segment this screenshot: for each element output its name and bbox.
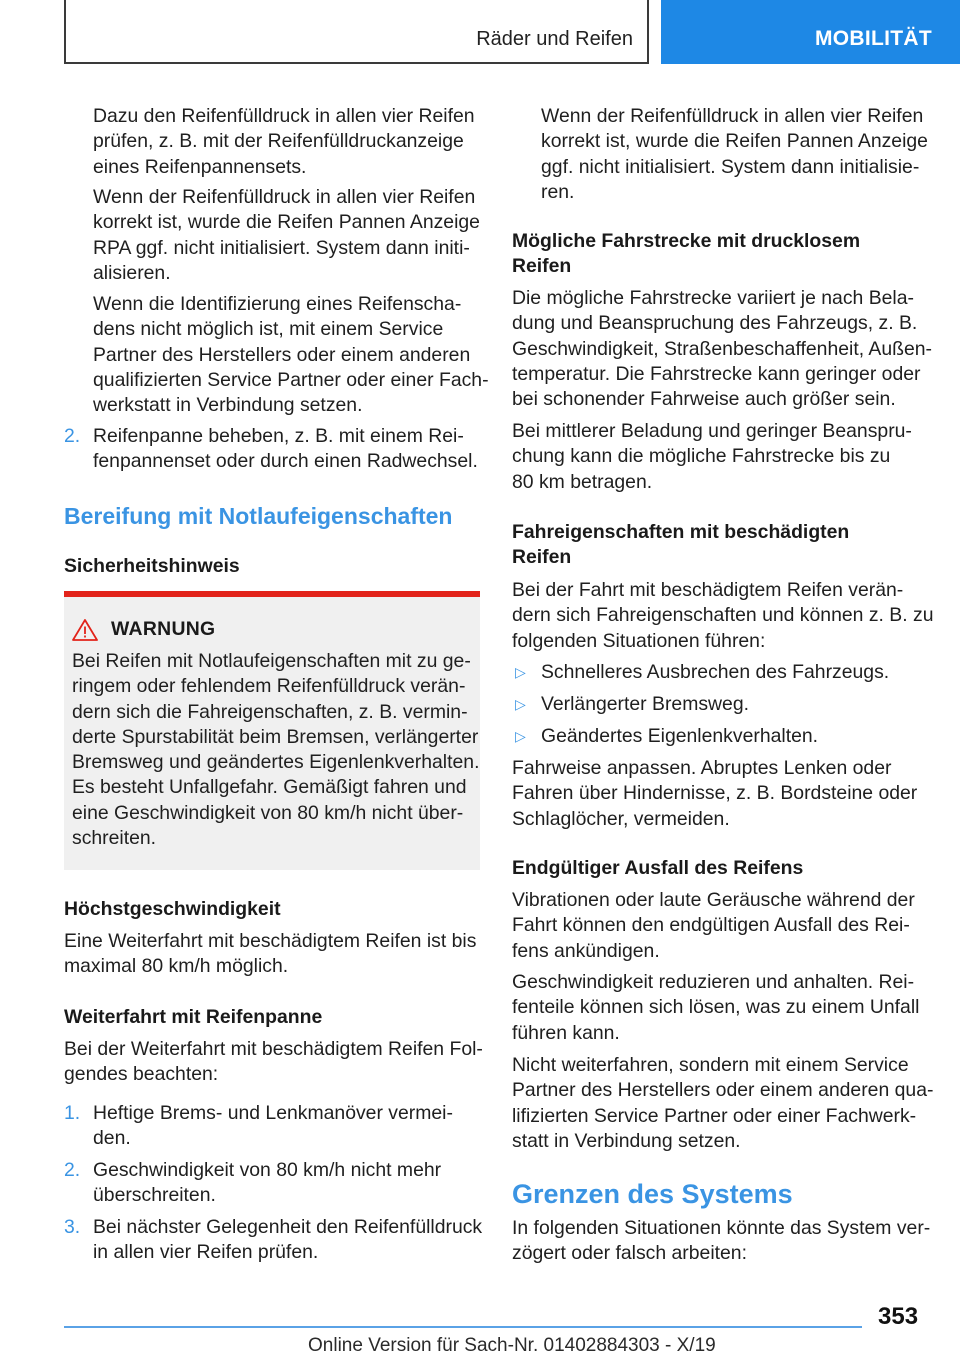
text-line: Eine Weiterfahrt mit beschädigtem Reifen ist bis [64,930,477,952]
text-line: derte Spurstabilität beim Bremsen, verlängerter [72,725,479,748]
step-number: 2. [64,425,81,447]
subheading-safety: Sicherheitshinweis [64,555,240,577]
step-number: 1. [64,1102,81,1124]
distance-text-1 [512,286,932,412]
left-p2 [93,185,480,286]
text-line: ringem oder fehlendem Reifenfülldruck verän‐ [72,675,466,698]
text-line: RPA ggf. nicht initialisiert. System dann initi‐ [93,236,470,259]
failure-text-3 [512,1053,933,1154]
text-line: eines Reifenpannensets. [93,155,307,178]
text-line: chung kann die mögliche Fahrstrecke bis zu [512,445,891,468]
text-line: Fahreigenschaften mit beschädigten [512,521,850,543]
failure-text-1 [512,888,915,964]
text-line: temperatur. Die Fahrstrecke kann geringer oder [512,362,921,385]
text-line: Fahrt können den endgültigen Ausfall des Rei‐ [512,914,910,937]
limits-text [512,1216,930,1267]
text-line: Reifen [512,546,572,569]
text-line: Reifenpanne beheben, z. B. mit einem Rei‐ [93,425,464,447]
distance-text-2 [512,419,912,495]
text-line: fenteile können sich lösen, was zu einem Unfall [512,996,920,1019]
section-title: Räder und Reifen [476,28,633,50]
text-line: Fahrweise anpassen. Abruptes Lenken oder [512,757,892,779]
text-line: folgenden Situationen führen: [512,629,766,652]
text-line: gendes beachten: [64,1063,219,1086]
text-line: Wenn der Reifenfülldruck in allen vier Reifen [541,105,924,127]
text-line: ggf. nicht initialisiert. System dann initialisie‐ [541,155,920,178]
text-line: überschreiten. [93,1184,216,1207]
text-line: dern sich die Fahreigenschaften, z. B. vermin‐ [72,700,468,723]
left-step2 [93,424,478,475]
footer-version-text: Online Version für Sach-Nr. 01402884303 - X/19 [308,1335,716,1356]
step-item [93,1101,453,1152]
text-line: Fahren über Hindernisse, z. B. Bordsteine oder [512,782,918,805]
text-line: werkstatt in Verbindung setzen. [93,394,363,417]
step-item [93,1158,441,1209]
text-line: Bremsweg und geändertes Eigenlenkverhalten. [72,751,480,774]
text-line: korrekt ist, wurde die Reifen Pannen Anzeige [93,211,480,234]
text-line: Bei der Weiterfahrt mit beschädigtem Reifen Fol‐ [64,1038,483,1060]
text-line: schreiten. [72,827,157,850]
text-line: Partner des Herstellers oder einem anderen qua‐ [512,1079,934,1102]
footer-divider [64,1326,862,1328]
text-line: korrekt ist, wurde die Reifen Pannen Anzeige [541,130,928,153]
text-line: In folgenden Situationen könnte das System ver‐ [512,1217,931,1239]
text-line: statt in Verbindung setzen. [512,1129,741,1152]
text-line: dung und Beanspruchung des Fahrzeugs, z. B. [512,312,918,335]
text-line: Mögliche Fahrstrecke mit drucklosem [512,230,861,252]
warning-title: WARNUNG [111,618,216,640]
text-line: Geschwindigkeit reduzieren und anhalten. Rei‐ [512,971,915,993]
subheading-continue: Weiterfahrt mit Reifenpanne [64,1006,323,1028]
left-p1 [93,104,475,180]
heading-limits: Grenzen des Systems [512,1179,793,1209]
text-line: Bei der Fahrt mit beschädigtem Reifen verän‐ [512,579,904,601]
adapt-text [512,756,917,832]
text-line: den. [93,1127,131,1150]
text-line: fenpannenset oder durch einen Radwechsel. [93,450,478,473]
text-line: Partner des Herstellers oder einem anderen [93,343,471,366]
failure-text-2 [512,970,919,1046]
subheading-handling [512,520,849,571]
list-item: Schnelleres Ausbrechen des Fahrzeugs. [541,661,890,683]
text-line: Es besteht Unfallgefahr. Gemäßigt fahren und [72,776,467,799]
warning-text [72,649,479,851]
text-line: eine Geschwindigkeit von 80 km/h nicht über‐ [72,801,464,824]
left-p3 [93,292,489,418]
text-line: Nicht weiterfahren, sondern mit einem Service [512,1054,909,1076]
text-line: fens ankündigen. [512,939,660,962]
text-line: in allen vier Reifen prüfen. [93,1241,319,1264]
heading-runflat: Bereifung mit Notlaufeigenschaften [64,503,453,529]
text-line: dens nicht möglich ist, mit einem Service [93,318,444,341]
right-p1 [541,104,928,205]
text-line: Geschwindigkeit von 80 km/h nicht mehr [93,1159,442,1181]
text-line: Schlaglöcher, vermeiden. [512,807,730,830]
chapter-title: MOBILITÄT [815,27,933,50]
triangle-bullet-icon: ▷ [515,664,526,680]
text-line: maximal 80 km/h möglich. [64,955,289,978]
text-line: Heftige Brems- und Lenkmanöver vermei‐ [93,1102,453,1124]
text-line: Bei Reifen mit Notlaufeigenschaften mit zu ge‐ [72,650,471,672]
subheading-maxspeed: Höchstgeschwindigkeit [64,898,281,920]
text-line: führen kann. [512,1021,620,1044]
maxspeed-text [64,929,476,980]
text-line: Wenn der Reifenfülldruck in allen vier Reifen [93,186,476,208]
text-line: lifizierten Service Partner oder einer Fachwerk‐ [512,1104,917,1127]
text-line: Wenn die Identifizierung eines Reifenscha‐ [93,293,462,315]
subheading-failure: Endgültiger Ausfall des Reifens [512,857,804,879]
text-line: dern sich Fahreigenschaften und können z. B. zu [512,604,934,627]
continue-text [64,1037,483,1088]
warning-triangle-icon [72,619,98,641]
text-line: prüfen, z. B. mit der Reifenfülldruckanzeige [93,130,464,153]
text-line: alisieren. [93,261,171,284]
text-line: qualifizierten Service Partner oder einer Fach‐ [93,368,489,391]
handling-text [512,578,933,654]
header-chapter-tab [661,0,960,64]
text-line: ren. [541,180,575,203]
text-line: Vibrationen oder laute Geräusche während der [512,889,915,911]
text-line: bei schonender Fahrweise auch größer sein. [512,388,896,411]
header-section-tab [64,0,649,64]
text-line: Dazu den Reifenfülldruck in allen vier Reifen [93,105,475,127]
text-line: zögert oder falsch arbeiten: [512,1242,747,1265]
text-line: 80 km betragen. [512,470,653,493]
list-item: Verlängerter Bremsweg. [541,693,750,715]
triangle-bullet-icon: ▷ [515,728,526,744]
list-item: Geändertes Eigenlenkverhalten. [541,725,819,747]
step-item [93,1215,482,1266]
text-line: Reifen [512,255,572,278]
step-number: 3. [64,1216,81,1238]
text-line: Die mögliche Fahrstrecke variiert je nach Bela‐ [512,287,914,309]
subheading-distance [512,229,860,280]
triangle-bullet-icon: ▷ [515,696,526,712]
page-number: 353 [878,1303,919,1330]
text-line: Bei nächster Gelegenheit den Reifenfülldruck [93,1216,483,1238]
step-number: 2. [64,1159,81,1181]
text-line: Bei mittlerer Beladung und geringer Beanspru‐ [512,420,912,442]
text-line: Geschwindigkeit, Straßenbeschaffenheit, Außen‐ [512,337,933,360]
